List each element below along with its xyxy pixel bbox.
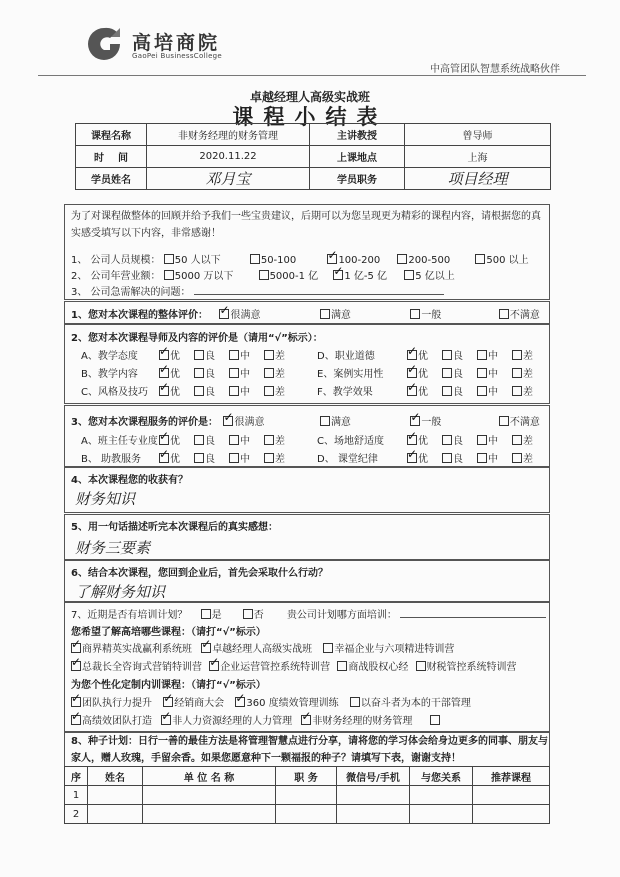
rating-row xyxy=(317,450,547,465)
overall-option-checkbox[interactable] xyxy=(499,309,509,319)
revenue-option-checkbox[interactable] xyxy=(404,270,414,280)
rating-checkbox[interactable] xyxy=(194,350,204,360)
plan-yes-checkbox[interactable] xyxy=(201,609,211,619)
rating-option-label: 优 xyxy=(170,351,180,362)
rating-option-label: 中 xyxy=(488,387,498,398)
custom-option-checkbox[interactable] xyxy=(301,715,311,725)
rating-checkbox[interactable] xyxy=(229,453,239,463)
rating-option-label: 差 xyxy=(275,436,285,447)
revenue-option-label: 5000 万以下 xyxy=(174,271,234,282)
overall-option-label: 满意 xyxy=(330,310,351,321)
course-option-checkbox[interactable] xyxy=(71,643,81,653)
rating-checkbox[interactable] xyxy=(407,386,417,396)
custom-option-label: 非财务经理的财务管理 xyxy=(312,716,413,727)
overall-option-checkbox[interactable] xyxy=(410,309,420,319)
custom-option-label: 经销商大会 xyxy=(174,698,225,709)
rating-option-label: 差 xyxy=(523,351,533,362)
rating-option-label: 优 xyxy=(418,351,428,362)
rating-row xyxy=(81,432,299,447)
size-option-checkbox[interactable] xyxy=(250,254,260,264)
seed-header-cell: 推荐课程 xyxy=(473,767,550,786)
rating-checkbox[interactable] xyxy=(264,386,274,396)
company-size-row xyxy=(71,251,529,266)
revenue-row xyxy=(71,267,455,282)
rating-option-label: 中 xyxy=(240,454,250,465)
rating-item-label: A、班主任专业度 xyxy=(81,436,158,447)
service-option-checkbox[interactable] xyxy=(320,416,330,426)
rating-checkbox[interactable] xyxy=(442,350,452,360)
action-answer[interactable]: 了解财务知识 xyxy=(75,583,166,601)
rating-checkbox[interactable] xyxy=(407,350,417,360)
rating-checkbox[interactable] xyxy=(194,386,204,396)
time-value[interactable]: 2020.11.22 xyxy=(147,146,310,168)
intro-text: 为了对课程做整体的回顾并给予我们一些宝贵建议，后期可以为您呈现更为精彩的课程内容，请根据您的真实感受填写以下内容，非常感谢！ xyxy=(71,211,541,239)
custom-row-2 xyxy=(71,712,441,727)
overall-option-checkbox[interactable] xyxy=(219,309,229,319)
seed-cell[interactable] xyxy=(473,786,550,805)
custom-option-label: 团队执行力提升 xyxy=(82,698,152,709)
custom-option-checkbox[interactable] xyxy=(161,715,171,725)
lecturer-rating-label: 2、您对本次课程导师及内容的评价是（请用“√”标示）： xyxy=(71,333,323,344)
revenue-option-label: 1 亿-5 亿 xyxy=(344,271,388,282)
revenue-option-checkbox[interactable] xyxy=(164,270,174,280)
seed-cell[interactable] xyxy=(276,786,337,805)
table-row xyxy=(65,805,550,824)
position-label: 学员职务 xyxy=(310,168,405,190)
seed-header-cell: 单 位 名 称 xyxy=(143,767,276,786)
service-option-checkbox[interactable] xyxy=(499,416,509,426)
overall-rating-label: 1、您对本次课程的整体评价： xyxy=(71,310,208,321)
rating-option-label: 良 xyxy=(453,454,463,465)
rating-checkbox[interactable] xyxy=(512,350,522,360)
rating-item-label: D、 课堂纪律 xyxy=(317,454,378,465)
seed-cell[interactable] xyxy=(143,786,276,805)
rating-item-label: C、风格及技巧 xyxy=(81,387,148,398)
rating-option-label: 良 xyxy=(453,369,463,380)
table-row xyxy=(65,786,550,805)
rating-option-label: 差 xyxy=(523,454,533,465)
revenue-option-checkbox[interactable] xyxy=(333,270,343,280)
rating-checkbox[interactable] xyxy=(229,368,239,378)
problem-input[interactable] xyxy=(194,284,444,295)
rating-checkbox[interactable] xyxy=(159,386,169,396)
rating-option-label: 优 xyxy=(170,369,180,380)
course-series-title: 卓越经理人高级实战班 xyxy=(249,90,370,104)
plan-row xyxy=(71,606,546,621)
rating-option-label: 良 xyxy=(205,369,215,380)
rating-checkbox[interactable] xyxy=(477,350,487,360)
rating-item-label: B、 助教服务 xyxy=(81,454,142,465)
feeling-answer[interactable]: 财务三要素 xyxy=(75,539,151,557)
rating-checkbox[interactable] xyxy=(229,435,239,445)
size-option-label: 200-500 xyxy=(408,255,451,266)
rating-checkbox[interactable] xyxy=(194,435,204,445)
course-label: 课程名称 xyxy=(76,124,147,146)
harvest-label: 4、本次课程您的收获有？ xyxy=(71,475,188,486)
course-option-label: 企业运营管控系统特训营 xyxy=(220,662,331,673)
course-option-label: 财税管控系统特训营 xyxy=(426,662,517,673)
rating-option-label: 优 xyxy=(170,454,180,465)
rating-checkbox[interactable] xyxy=(477,386,487,396)
course-option-label: 总裁长全咨询式营销特训营 xyxy=(82,662,202,673)
direction-input[interactable] xyxy=(400,607,546,618)
overall-rating-section xyxy=(64,301,550,324)
rating-checkbox[interactable] xyxy=(477,435,487,445)
rating-option-label: 良 xyxy=(205,387,215,398)
seed-header-cell: 姓名 xyxy=(88,767,143,786)
rating-option-label: 优 xyxy=(418,387,428,398)
feeling-section xyxy=(64,514,550,560)
course-option-checkbox[interactable] xyxy=(201,643,211,653)
rating-row xyxy=(81,383,299,398)
size-option-label: 100-200 xyxy=(338,255,381,266)
rating-checkbox[interactable] xyxy=(229,386,239,396)
rating-option-label: 优 xyxy=(418,454,428,465)
rating-checkbox[interactable] xyxy=(477,453,487,463)
rating-item-label: D、职业道德 xyxy=(317,351,375,362)
size-option-checkbox[interactable] xyxy=(164,254,174,264)
rating-checkbox[interactable] xyxy=(442,453,452,463)
overall-option-checkbox[interactable] xyxy=(320,309,330,319)
rating-checkbox[interactable] xyxy=(512,368,522,378)
size-option-checkbox[interactable] xyxy=(327,254,337,264)
lecturer-rating-section xyxy=(64,324,550,404)
rating-option-label: 中 xyxy=(240,351,250,362)
rating-option-label: 中 xyxy=(488,351,498,362)
intro-section xyxy=(64,204,550,300)
seed-cell[interactable] xyxy=(276,805,337,824)
rating-checkbox[interactable] xyxy=(477,368,487,378)
rating-item-label: F、教学效果 xyxy=(317,387,373,398)
course-option-checkbox[interactable] xyxy=(71,661,81,671)
rating-option-label: 差 xyxy=(523,369,533,380)
rating-option-label: 中 xyxy=(240,387,250,398)
rating-option-label: 中 xyxy=(240,369,250,380)
time-label: 时 间 xyxy=(76,146,147,168)
seed-cell[interactable] xyxy=(88,786,143,805)
plan-yes-label: 是 xyxy=(211,610,222,621)
rating-checkbox[interactable] xyxy=(229,350,239,360)
rating-option-label: 中 xyxy=(488,436,498,447)
rating-checkbox[interactable] xyxy=(512,453,522,463)
rating-option-label: 良 xyxy=(453,436,463,447)
harvest-answer[interactable]: 财务知识 xyxy=(75,490,136,508)
training-plan-section xyxy=(64,602,550,732)
rating-option-label: 优 xyxy=(170,387,180,398)
revenue-option-label: 5 亿以上 xyxy=(415,271,455,282)
rating-option-label: 差 xyxy=(275,387,285,398)
custom-option-label: 以奋斗者为本的干部管理 xyxy=(360,698,471,709)
rating-checkbox[interactable] xyxy=(159,453,169,463)
rating-row xyxy=(81,450,299,465)
course-option-checkbox[interactable] xyxy=(323,643,333,653)
courses-label: 您希望了解高培哪些课程：（请打“√”标示） xyxy=(71,627,266,638)
seed-cell[interactable] xyxy=(337,805,410,824)
header-slogan: 中高管团队智慧系统战略伙伴 xyxy=(430,64,560,75)
custom-option-label: 高绩效团队打造 xyxy=(82,716,152,727)
service-rating-section xyxy=(64,405,550,467)
seed-header-cell: 序 xyxy=(65,767,88,786)
rating-row xyxy=(81,365,299,380)
overall-option-label: 一般 xyxy=(421,310,442,321)
rating-option-label: 差 xyxy=(523,436,533,447)
rating-checkbox[interactable] xyxy=(264,368,274,378)
custom-option-checkbox[interactable] xyxy=(235,697,245,707)
rating-option-label: 中 xyxy=(240,436,250,447)
action-section xyxy=(64,560,550,602)
seed-cell[interactable] xyxy=(410,786,473,805)
custom-option-checkbox[interactable] xyxy=(163,697,173,707)
service-rating-row xyxy=(71,413,540,428)
size-option-checkbox[interactable] xyxy=(397,254,407,264)
student-value[interactable]: 邓月宝 xyxy=(147,168,310,190)
course-option-label: 商界精英实战赢利系统班 xyxy=(82,644,192,655)
service-option-checkbox[interactable] xyxy=(410,416,420,426)
header-divider xyxy=(38,75,586,76)
service-option-label: 满意 xyxy=(330,417,351,428)
revenue-option-label: 5000-1 亿 xyxy=(269,271,319,282)
rating-checkbox[interactable] xyxy=(442,368,452,378)
plan-label: 7、近期是否有培训计划？ xyxy=(71,610,188,621)
rating-option-label: 良 xyxy=(205,351,215,362)
rating-checkbox[interactable] xyxy=(407,435,417,445)
rating-option-label: 优 xyxy=(418,436,428,447)
seed-cell[interactable] xyxy=(473,805,550,824)
revenue-label: 2、 公司年营业额： xyxy=(71,271,161,282)
rating-checkbox[interactable] xyxy=(159,435,169,445)
rating-option-label: 差 xyxy=(523,387,533,398)
rating-option-label: 中 xyxy=(488,454,498,465)
rating-checkbox[interactable] xyxy=(512,435,522,445)
rating-row xyxy=(81,347,299,362)
rating-option-label: 中 xyxy=(488,369,498,380)
custom-row-1 xyxy=(71,694,471,709)
seed-row-number: 2 xyxy=(65,805,88,824)
plan-no-checkbox[interactable] xyxy=(243,609,253,619)
seed-cell[interactable] xyxy=(143,805,276,824)
custom-option-checkbox[interactable] xyxy=(71,715,81,725)
seed-row-number: 1 xyxy=(65,786,88,805)
rating-checkbox[interactable] xyxy=(407,368,417,378)
courses-row-1 xyxy=(71,640,454,655)
custom-option-checkbox[interactable] xyxy=(350,697,360,707)
rating-row xyxy=(317,347,547,362)
rating-option-label: 差 xyxy=(275,351,285,362)
rating-checkbox[interactable] xyxy=(159,350,169,360)
seed-plan-section xyxy=(64,732,550,767)
course-option-label: 幸福企业与六项精进特训营 xyxy=(334,644,455,655)
rating-option-label: 良 xyxy=(453,387,463,398)
course-option-label: 商战股权心经 xyxy=(348,662,409,673)
service-option-label: 很满意 xyxy=(234,417,265,428)
rating-option-label: 优 xyxy=(418,369,428,380)
rating-checkbox[interactable] xyxy=(264,435,274,445)
harvest-section xyxy=(64,467,550,513)
course-option-checkbox[interactable] xyxy=(416,661,426,671)
rating-checkbox[interactable] xyxy=(264,453,274,463)
course-info-table xyxy=(75,123,551,190)
overall-option-label: 很满意 xyxy=(230,310,261,321)
custom-option-label: 360 度绩效管理训练 xyxy=(246,698,339,709)
seed-cell[interactable] xyxy=(337,786,410,805)
rating-checkbox[interactable] xyxy=(442,386,452,396)
action-label: 6、结合本次课程，您回到企业后，首先会采取什么行动？ xyxy=(71,568,328,579)
student-label: 学员姓名 xyxy=(76,168,147,190)
rating-option-label: 优 xyxy=(170,436,180,447)
form-title: 课程小结表 xyxy=(232,105,388,129)
custom-option-checkbox[interactable] xyxy=(430,715,440,725)
size-option-label: 50-100 xyxy=(260,255,297,266)
rating-checkbox[interactable] xyxy=(442,435,452,445)
course-value[interactable]: 非财务经理的财务管理 xyxy=(147,124,310,146)
overall-option-label: 不满意 xyxy=(509,310,540,321)
rating-item-label: A、教学态度 xyxy=(81,351,138,362)
logo-chinese-name: 高培商院 xyxy=(132,32,221,54)
course-option-checkbox[interactable] xyxy=(209,661,219,671)
rating-row xyxy=(317,365,547,380)
rating-option-label: 差 xyxy=(275,369,285,380)
custom-label: 为您个性化定制内训课程：（请打“√”标示） xyxy=(71,680,266,691)
rating-item-label: B、教学内容 xyxy=(81,369,138,380)
size-option-checkbox[interactable] xyxy=(475,254,485,264)
direction-label: 贵公司计划哪方面培训： xyxy=(286,610,397,621)
custom-option-checkbox[interactable] xyxy=(71,697,81,707)
problem-label: 3、 公司急需解决的问题： xyxy=(71,287,191,298)
rating-checkbox[interactable] xyxy=(194,453,204,463)
seed-cell[interactable] xyxy=(410,805,473,824)
rating-row xyxy=(317,432,547,447)
rating-option-label: 良 xyxy=(453,351,463,362)
rating-checkbox[interactable] xyxy=(159,368,169,378)
service-option-label: 一般 xyxy=(421,417,442,428)
rating-option-label: 良 xyxy=(205,454,215,465)
service-option-checkbox[interactable] xyxy=(223,416,233,426)
seed-cell[interactable] xyxy=(88,805,143,824)
seed-plan-text: 8、种子计划：日行一善的最佳方法是将管理智慧点进行分享，请将您的学习体会给身边更多的同事、朋友与家人，赠人玫瑰，手留余香。如果您愿意种下一颗福报的种子？请填写下表，谢谢支持！ xyxy=(71,736,548,764)
size-option-label: 50 人以下 xyxy=(174,255,221,266)
seed-header-cell: 职 务 xyxy=(276,767,337,786)
seed-header-cell: 微信号/手机 xyxy=(337,767,410,786)
rating-row xyxy=(317,383,547,398)
service-rating-label: 3、您对本次课程服务的评价是： xyxy=(71,417,218,428)
size-option-label: 500 以上 xyxy=(486,255,529,266)
seed-referral-table xyxy=(64,766,550,824)
company-size-label: 1、 公司人员规模： xyxy=(71,255,161,266)
rating-checkbox[interactable] xyxy=(194,368,204,378)
rating-option-label: 差 xyxy=(275,454,285,465)
rating-checkbox[interactable] xyxy=(264,350,274,360)
seed-table-header xyxy=(65,767,550,786)
rating-item-label: E、案例实用性 xyxy=(317,369,384,380)
gaopei-logo-icon xyxy=(84,24,124,64)
courses-row-2 xyxy=(71,658,517,673)
location-label: 上课地点 xyxy=(310,146,405,168)
lecturer-value[interactable]: 曾导师 xyxy=(405,124,551,146)
service-option-label: 不满意 xyxy=(509,417,540,428)
course-option-checkbox[interactable] xyxy=(337,661,347,671)
location-value[interactable]: 上海 xyxy=(405,146,551,168)
plan-no-label: 否 xyxy=(253,610,264,621)
rating-item-label: C、场地舒适度 xyxy=(317,436,384,447)
course-option-label: 卓越经理人高级实战班 xyxy=(212,644,313,655)
rating-checkbox[interactable] xyxy=(407,453,417,463)
feeling-label: 5、用一句话描述听完本次课程后的真实感想： xyxy=(71,522,278,533)
overall-rating-row xyxy=(71,306,540,321)
logo-english-name: GaoPei BusinessCollege xyxy=(132,52,223,60)
problem-row xyxy=(71,283,444,298)
lecturer-label: 主讲教授 xyxy=(310,124,405,146)
revenue-option-checkbox[interactable] xyxy=(259,270,269,280)
seed-header-cell: 与您关系 xyxy=(410,767,473,786)
rating-option-label: 良 xyxy=(205,436,215,447)
rating-checkbox[interactable] xyxy=(512,386,522,396)
position-value[interactable]: 项目经理 xyxy=(405,168,551,190)
custom-option-label: 非人力资源经理的人力管理 xyxy=(172,716,293,727)
